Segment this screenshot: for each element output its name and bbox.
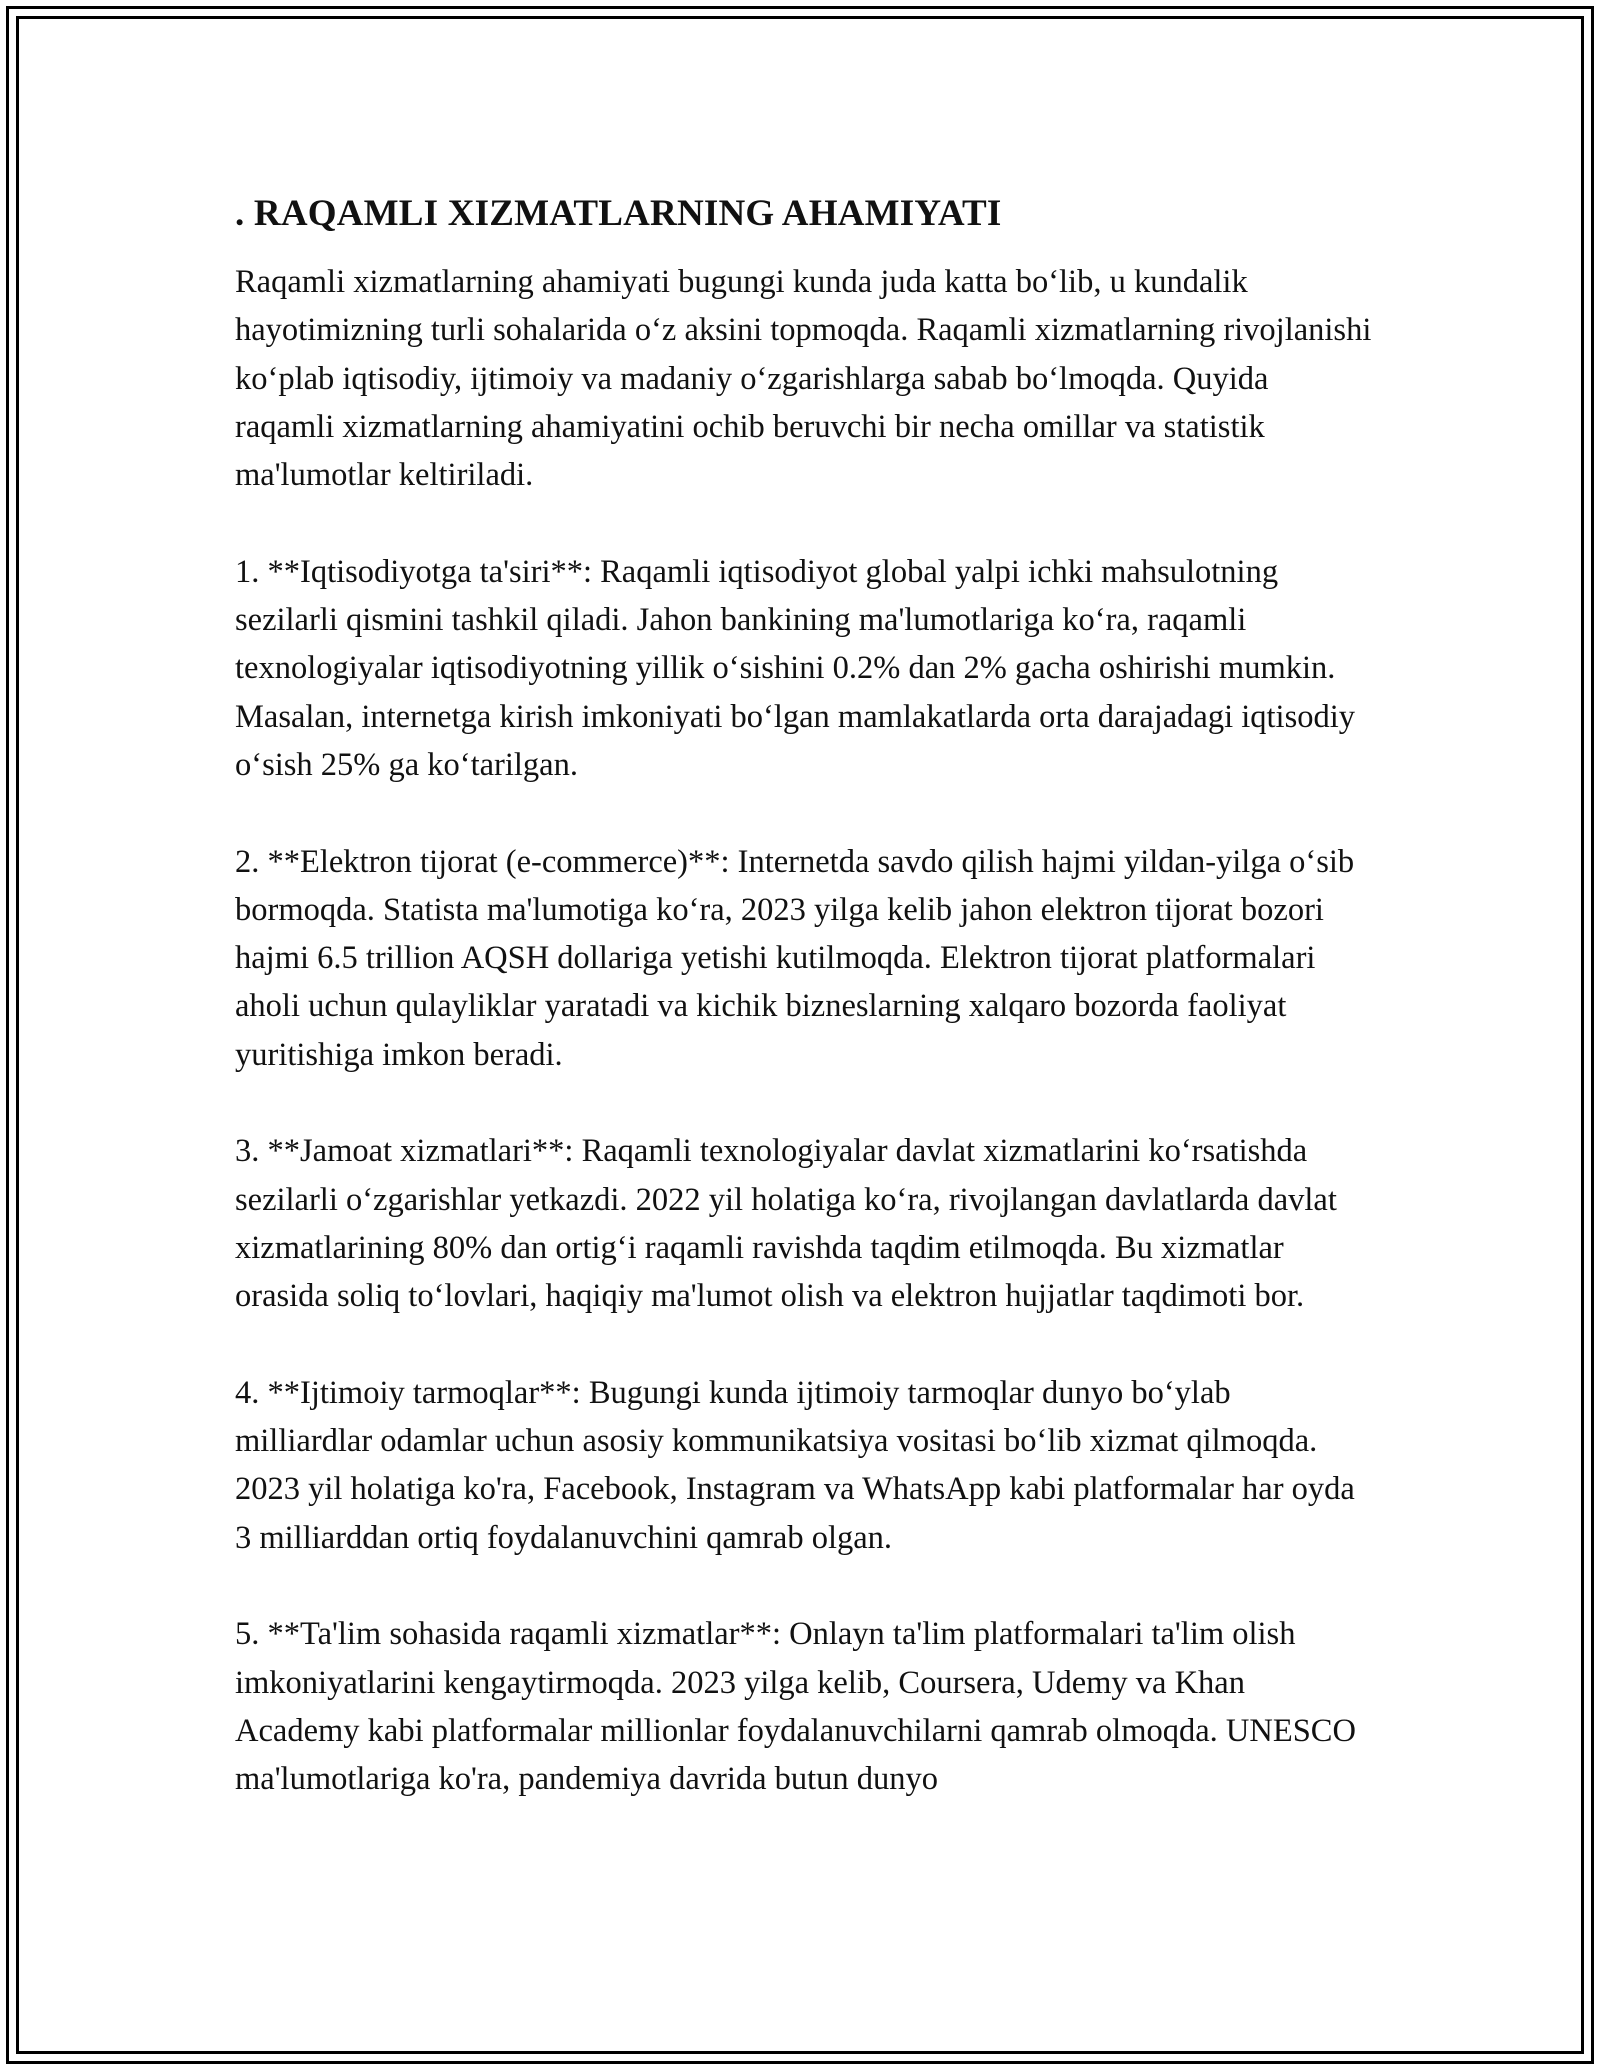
- paragraph-social-networks: 4. **Ijtimoiy tarmoqlar**: Bugungi kunda ijtimoiy tarmoqlar dunyo bo‘ylab milliardlar odamlar uchun asosiy kommunikatsiya vositasi bo‘lib xizmat qilmoqda. 2023 yil holatiga ko'ra, Facebook, Instagram va WhatsApp kabi platformalar har oyda 3 milliarddan ortiq foydalanuvchini qamrab olgan.: [235, 1374, 1355, 1556]
- paragraph-economy: 1. **Iqtisodiyotga ta'siri**: Raqamli iqtisodiyot global yalpi ichki mahsulotning sezilarli qismini tashkil qiladi. Jahon bankining ma'lumotlariga ko‘ra, raqamli texnologiyalar iqtisodiyotning yillik o‘sishini 0.2% dan 2% gacha oshirishi mumkin. Masalan, internetga kirish imkoniyati bo‘lgan mamlakatlarda orta darajadagi iqtisodiy o‘sish 25% ga ko‘tarilgan.: [235, 553, 1356, 783]
- paragraph-education: 5. **Ta'lim sohasida raqamli xizmatlar**: Onlayn ta'lim platformalari ta'lim olish imkoniyatlarini kengaytirmoqda. 2023 yilga kelib, Coursera, Udemy va Khan Academy kabi platformalar millionlar foydalanuvchilarni qamrab olmoqda. UNESCO ma'lumotlariga ko'ra, pandemiya davrida butun dunyo: [235, 1616, 1356, 1798]
- document-body: [235, 188, 1375, 1804]
- paragraph-public-services: 3. **Jamoat xizmatlari**: Raqamli texnologiyalar davlat xizmatlarini ko‘rsatishda sezilarli o‘zgarishlar yetkazdi. 2022 yil holatiga ko‘ra, rivojlangan davlatlarda davlat xizmatlarining 80% dan ortig‘i raqamli ravishda taqdim etilmoqda. Bu xizmatlar orasida soliq to‘lovlari, haqiqiy ma'lumot olish va elektron hujjatlar taqdimoti bor.: [235, 1133, 1337, 1315]
- section-heading: . RAQAMLI XIZMATLARNING AHAMIYATI: [235, 193, 1002, 234]
- paragraph-ecommerce: 2. **Elektron tijorat (e-commerce)**: Internetda savdo qilish hajmi yildan-yilga o‘sib bormoqda. Statista ma'lumotiga ko‘ra, 2023 yilga kelib jahon elektron tijorat bozori hajmi 6.5 trillion AQSH dollariga yetishi kutilmoqda. Elektron tijorat platformalari aholi uchun qulayliklar yaratadi va kichik biznеslarning xalqaro bozorda faoliyat yuritishiga imkon beradi.: [235, 843, 1355, 1073]
- intro-paragraph: Raqamli xizmatlarning ahamiyati bugungi kunda juda katta bo‘lib, u kundalik hayotimizning turli sohalarida o‘z aksini topmoqda. Raqamli xizmatlarning rivojlanishi ko‘plab iqtisodiy, ijtimoiy va madaniy o‘zgarishlarga sabab bo‘lmoqda. Quyida raqamli xizmatlarning ahamiyatini ochib beruvchi bir necha omillar va statistik ma'lumotlar keltiriladi.: [235, 264, 1372, 494]
